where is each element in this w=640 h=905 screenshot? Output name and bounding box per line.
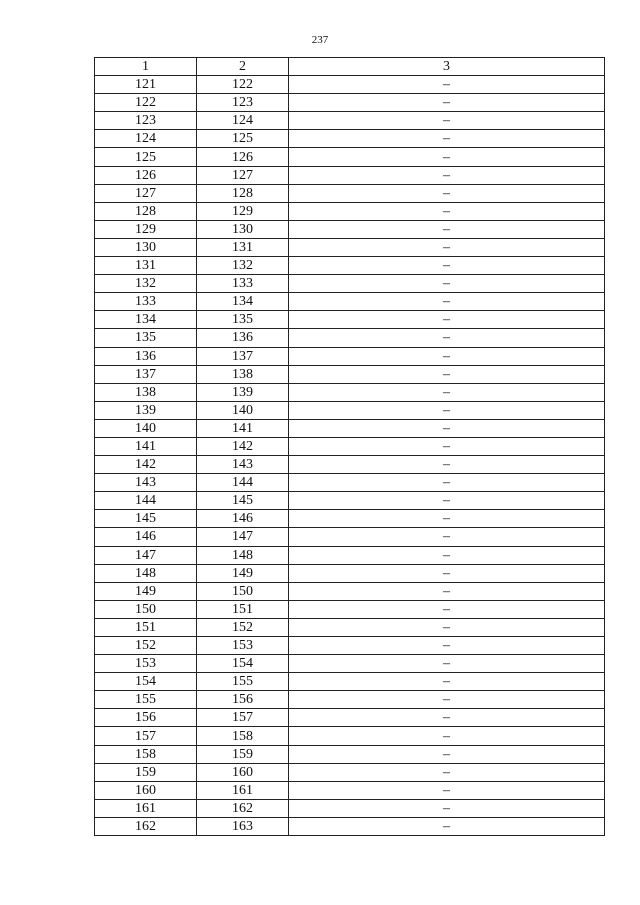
table-cell-col-1: 135 bbox=[95, 329, 197, 347]
table-cell-col-2: 151 bbox=[197, 600, 289, 618]
table-cell-col-3: – bbox=[289, 817, 605, 835]
table-cell-col-3: – bbox=[289, 456, 605, 474]
table-cell-col-2: 139 bbox=[197, 383, 289, 401]
table-row bbox=[95, 564, 605, 582]
table-cell-col-1: 131 bbox=[95, 257, 197, 275]
table-cell-col-2: 129 bbox=[197, 202, 289, 220]
table-cell-col-3: – bbox=[289, 293, 605, 311]
table-cell-col-1: 157 bbox=[95, 727, 197, 745]
table-cell-col-2: 127 bbox=[197, 166, 289, 184]
table-cell-col-1: 132 bbox=[95, 275, 197, 293]
table-cell-col-1: 147 bbox=[95, 546, 197, 564]
table-cell-col-1: 141 bbox=[95, 437, 197, 455]
table-cell-col-3: – bbox=[289, 655, 605, 673]
table-cell-col-1: 140 bbox=[95, 419, 197, 437]
table-cell-col-2: 148 bbox=[197, 546, 289, 564]
table-cell-col-1: 153 bbox=[95, 655, 197, 673]
table-cell-col-1: 121 bbox=[95, 76, 197, 94]
table-cell-col-1: 144 bbox=[95, 492, 197, 510]
table-cell-col-2: 134 bbox=[197, 293, 289, 311]
table-cell-col-1: 149 bbox=[95, 582, 197, 600]
table-cell-col-2: 137 bbox=[197, 347, 289, 365]
table-cell-col-3: – bbox=[289, 76, 605, 94]
table-cell-col-1: 158 bbox=[95, 745, 197, 763]
table-cell-col-1: 128 bbox=[95, 202, 197, 220]
table-row bbox=[95, 293, 605, 311]
table-cell-col-3: – bbox=[289, 528, 605, 546]
table-cell-col-1: 125 bbox=[95, 148, 197, 166]
table-row bbox=[95, 763, 605, 781]
table-body bbox=[95, 76, 605, 836]
table-cell-col-2: 138 bbox=[197, 365, 289, 383]
table-row bbox=[95, 437, 605, 455]
table-cell-col-2: 133 bbox=[197, 275, 289, 293]
table-cell-col-3: – bbox=[289, 474, 605, 492]
header-row bbox=[95, 58, 605, 76]
table-row bbox=[95, 510, 605, 528]
table-cell-col-1: 152 bbox=[95, 637, 197, 655]
table-cell-col-1: 122 bbox=[95, 94, 197, 112]
table-cell-col-3: – bbox=[289, 112, 605, 130]
table-cell-col-2: 145 bbox=[197, 492, 289, 510]
table-cell-col-1: 145 bbox=[95, 510, 197, 528]
table-cell-col-2: 132 bbox=[197, 257, 289, 275]
table-row bbox=[95, 673, 605, 691]
table-row bbox=[95, 781, 605, 799]
table-row bbox=[95, 618, 605, 636]
table-cell-col-2: 136 bbox=[197, 329, 289, 347]
table-row bbox=[95, 184, 605, 202]
table-row bbox=[95, 257, 605, 275]
table-cell-col-2: 163 bbox=[197, 817, 289, 835]
table-cell-col-1: 142 bbox=[95, 456, 197, 474]
table-cell-col-1: 155 bbox=[95, 691, 197, 709]
table-cell-col-2: 156 bbox=[197, 691, 289, 709]
table-cell-col-1: 139 bbox=[95, 401, 197, 419]
table-row bbox=[95, 546, 605, 564]
table-cell-col-3: – bbox=[289, 166, 605, 184]
table-row bbox=[95, 655, 605, 673]
table-cell-col-3: – bbox=[289, 347, 605, 365]
table-cell-col-2: 159 bbox=[197, 745, 289, 763]
table-cell-col-2: 154 bbox=[197, 655, 289, 673]
table-cell-col-3: – bbox=[289, 329, 605, 347]
table-cell-col-2: 153 bbox=[197, 637, 289, 655]
table-cell-col-1: 123 bbox=[95, 112, 197, 130]
table-cell-col-1: 162 bbox=[95, 817, 197, 835]
table-row bbox=[95, 94, 605, 112]
table-row bbox=[95, 745, 605, 763]
table-cell-col-1: 127 bbox=[95, 184, 197, 202]
table-cell-col-3: – bbox=[289, 257, 605, 275]
table-cell-col-2: 140 bbox=[197, 401, 289, 419]
table-row bbox=[95, 76, 605, 94]
table-cell-col-3: – bbox=[289, 799, 605, 817]
table-cell-col-3: – bbox=[289, 745, 605, 763]
table-cell-col-3: – bbox=[289, 94, 605, 112]
table-cell-col-1: 124 bbox=[95, 130, 197, 148]
table-cell-col-1: 143 bbox=[95, 474, 197, 492]
table-row bbox=[95, 419, 605, 437]
table-cell-col-2: 147 bbox=[197, 528, 289, 546]
table-row bbox=[95, 130, 605, 148]
table-row bbox=[95, 456, 605, 474]
table-cell-col-2: 125 bbox=[197, 130, 289, 148]
table-cell-col-2: 124 bbox=[197, 112, 289, 130]
table-cell-col-2: 128 bbox=[197, 184, 289, 202]
table-cell-col-1: 150 bbox=[95, 600, 197, 618]
table-cell-col-3: – bbox=[289, 510, 605, 528]
table-row bbox=[95, 492, 605, 510]
table-cell-col-2: 161 bbox=[197, 781, 289, 799]
table-cell-col-1: 136 bbox=[95, 347, 197, 365]
table-row bbox=[95, 238, 605, 256]
table-cell-col-2: 152 bbox=[197, 618, 289, 636]
table-cell-col-3: – bbox=[289, 419, 605, 437]
table-cell-col-3: – bbox=[289, 546, 605, 564]
table-cell-col-3: – bbox=[289, 130, 605, 148]
table-row bbox=[95, 401, 605, 419]
table-cell-col-3: – bbox=[289, 582, 605, 600]
table-cell-col-2: 155 bbox=[197, 673, 289, 691]
table-row bbox=[95, 148, 605, 166]
table-row bbox=[95, 365, 605, 383]
table-cell-col-3: – bbox=[289, 275, 605, 293]
table-row bbox=[95, 166, 605, 184]
table-cell-col-2: 150 bbox=[197, 582, 289, 600]
table-cell-col-3: – bbox=[289, 492, 605, 510]
table-cell-col-2: 162 bbox=[197, 799, 289, 817]
table-cell-col-3: – bbox=[289, 673, 605, 691]
table-cell-col-1: 130 bbox=[95, 238, 197, 256]
table-cell-col-3: – bbox=[289, 437, 605, 455]
table-cell-col-3: – bbox=[289, 184, 605, 202]
table-row bbox=[95, 709, 605, 727]
table-cell-col-1: 138 bbox=[95, 383, 197, 401]
table-row bbox=[95, 347, 605, 365]
table-cell-col-2: 123 bbox=[197, 94, 289, 112]
table-row bbox=[95, 817, 605, 835]
table-row bbox=[95, 799, 605, 817]
table-cell-col-1: 154 bbox=[95, 673, 197, 691]
table-cell-col-2: 126 bbox=[197, 148, 289, 166]
table-cell-col-2: 160 bbox=[197, 763, 289, 781]
column-header-2: 2 bbox=[197, 58, 289, 76]
table-cell-col-2: 143 bbox=[197, 456, 289, 474]
table-cell-col-3: – bbox=[289, 709, 605, 727]
table-cell-col-3: – bbox=[289, 564, 605, 582]
table-cell-col-3: – bbox=[289, 781, 605, 799]
table-cell-col-3: – bbox=[289, 238, 605, 256]
table-cell-col-3: – bbox=[289, 148, 605, 166]
table-cell-col-2: 157 bbox=[197, 709, 289, 727]
table-cell-col-1: 151 bbox=[95, 618, 197, 636]
page-number: 237 bbox=[311, 34, 329, 46]
table-cell-col-1: 134 bbox=[95, 311, 197, 329]
table-cell-col-2: 122 bbox=[197, 76, 289, 94]
table-cell-col-1: 159 bbox=[95, 763, 197, 781]
table-cell-col-2: 142 bbox=[197, 437, 289, 455]
table-cell-col-1: 161 bbox=[95, 799, 197, 817]
data-table bbox=[94, 57, 605, 836]
table-cell-col-3: – bbox=[289, 763, 605, 781]
table-row bbox=[95, 220, 605, 238]
table-cell-col-2: 131 bbox=[197, 238, 289, 256]
table-cell-col-2: 141 bbox=[197, 419, 289, 437]
table-row bbox=[95, 600, 605, 618]
table-cell-col-1: 133 bbox=[95, 293, 197, 311]
table-cell-col-3: – bbox=[289, 600, 605, 618]
table-cell-col-2: 130 bbox=[197, 220, 289, 238]
column-header-3: 3 bbox=[289, 58, 605, 76]
table-row bbox=[95, 275, 605, 293]
table-cell-col-3: – bbox=[289, 383, 605, 401]
table-cell-col-3: – bbox=[289, 637, 605, 655]
table-row bbox=[95, 637, 605, 655]
column-header-1: 1 bbox=[95, 58, 197, 76]
table-cell-col-2: 144 bbox=[197, 474, 289, 492]
table-cell-col-2: 158 bbox=[197, 727, 289, 745]
table-row bbox=[95, 202, 605, 220]
table-row bbox=[95, 474, 605, 492]
table-cell-col-3: – bbox=[289, 365, 605, 383]
table-cell-col-2: 149 bbox=[197, 564, 289, 582]
table-cell-col-3: – bbox=[289, 691, 605, 709]
table-cell-col-3: – bbox=[289, 727, 605, 745]
table-row bbox=[95, 311, 605, 329]
table-cell-col-3: – bbox=[289, 220, 605, 238]
table-cell-col-1: 156 bbox=[95, 709, 197, 727]
table-row bbox=[95, 329, 605, 347]
table-row bbox=[95, 727, 605, 745]
table-row bbox=[95, 528, 605, 546]
table-cell-col-1: 148 bbox=[95, 564, 197, 582]
table-cell-col-1: 160 bbox=[95, 781, 197, 799]
table-cell-col-3: – bbox=[289, 311, 605, 329]
table-row bbox=[95, 112, 605, 130]
table-cell-col-1: 146 bbox=[95, 528, 197, 546]
table-row bbox=[95, 691, 605, 709]
table-cell-col-2: 146 bbox=[197, 510, 289, 528]
table-cell-col-3: – bbox=[289, 401, 605, 419]
table-row bbox=[95, 582, 605, 600]
table-cell-col-1: 126 bbox=[95, 166, 197, 184]
table-cell-col-3: – bbox=[289, 202, 605, 220]
table-cell-col-3: – bbox=[289, 618, 605, 636]
table-row bbox=[95, 383, 605, 401]
table-cell-col-2: 135 bbox=[197, 311, 289, 329]
table-cell-col-1: 137 bbox=[95, 365, 197, 383]
table-cell-col-1: 129 bbox=[95, 220, 197, 238]
